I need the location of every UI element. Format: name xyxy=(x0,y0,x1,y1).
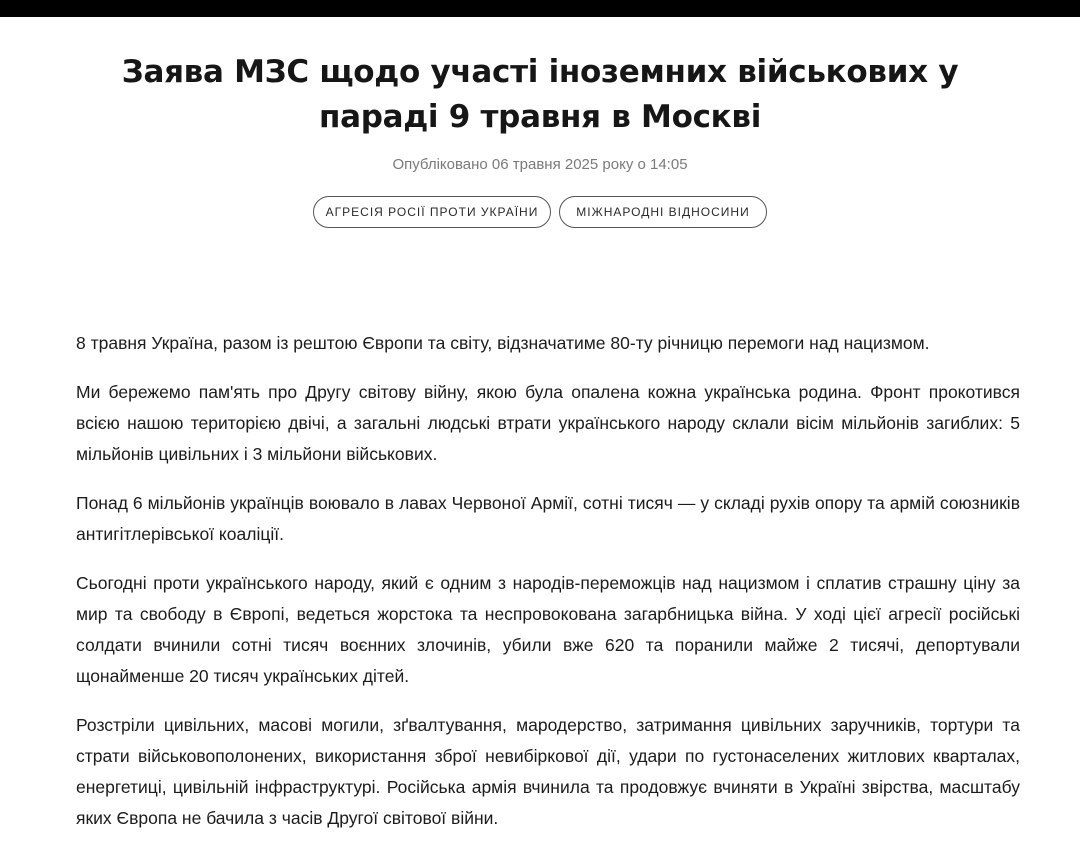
article-paragraph: Понад 6 мільйонів українців воювало в лавах Червоної Армії, сотні тисяч — у складі рухів опору та армій союзників антигітлерівської коаліції. xyxy=(76,493,1020,544)
article-paragraph: Розстріли цивільних, масові могили, зґвалтування, мародерство, затримання цивільних заручників, тортури та страти військовополонених, використання зброї невибіркової дії, удари по густонаселених житлових кварталах, енергетиці, цивільній інфраструктурі. Російська армія вчинила та продовжує вчиняти в Україні звірства, масштабу яких Європа не бачила з часів Другої світової війни. xyxy=(76,715,1020,828)
tag-international-relations[interactable]: МІЖНАРОДНІ ВІДНОСИНИ xyxy=(559,196,767,228)
article-paragraph: 8 травня Україна, разом із рештою Європи та світу, відзначатиме 80-ту річницю перемоги над нацизмом. xyxy=(76,333,930,353)
tag-list xyxy=(0,196,1080,228)
article-paragraph: Ми бережемо пам'ять про Другу світову війну, якою була опалена кожна українська родина. Фронт прокотився всією нашою територією двічі, а загальні людські втрати українського народу склали вісім мільйонів загиблих: 5 мільйонів цивільних і 3 мільйони військових. xyxy=(76,382,1020,464)
publish-date: Опубліковано 06 травня 2025 року о 14:05 xyxy=(392,156,688,173)
article-body xyxy=(76,328,1020,852)
tag-russian-aggression[interactable]: АГРЕСІЯ РОСІЇ ПРОТИ УКРАЇНИ xyxy=(313,196,551,228)
article-paragraph: Сьогодні проти українського народу, який є одним з народів-переможців над нацизмом і сплатив страшну ціну за мир та свободу в Європі, ведеться жорстока та неспровокована загарбницька війна. У ході цієї агресії російські солдати вчинили сотні тисяч воєнних злочинів, убили вже 620 та поранили майже 2 тисячі, депортували щонайменше 20 тисяч українських дітей. xyxy=(76,573,1020,686)
page-title: Заява МЗС щодо участі іноземних військових у параді 9 травня в Москві xyxy=(121,54,959,135)
top-status-bar xyxy=(0,0,1080,17)
